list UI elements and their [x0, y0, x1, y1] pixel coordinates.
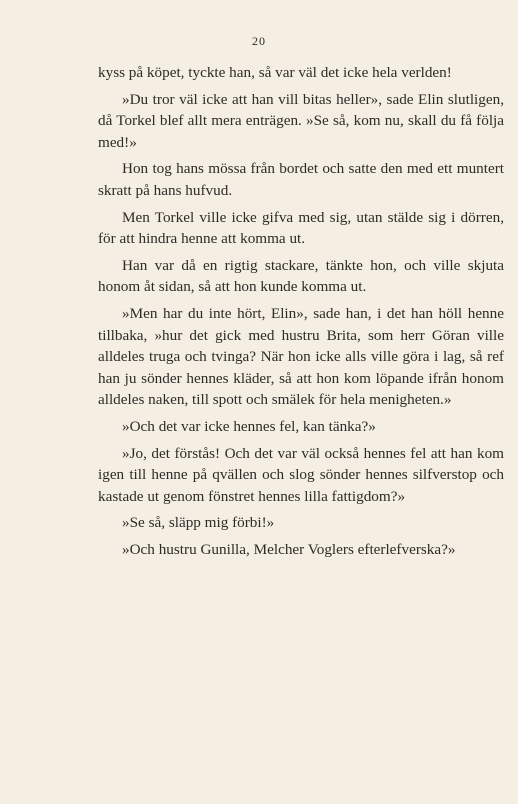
paragraph: »Jo, det förstås! Och det var väl också hennes fel att han kom igen till henne på qvällen och slog sönder hennes silfverstop och kastade ut genom fönstret hennes lilla fattigdom?»: [98, 444, 504, 505]
page-number: 20: [252, 34, 266, 48]
paragraph: Men Torkel ville icke gifva med sig, utan stälde sig i dörren, för att hindra henne att komma ut.: [98, 208, 504, 248]
paragraph: »Du tror väl icke att han vill bitas heller», sade Elin slutligen, då Torkel blef allt mera enträgen. »Se så, kom nu, skall du få följa med!»: [98, 90, 504, 151]
paragraph: »Och hustru Gunilla, Melcher Voglers efterlefverska?»: [122, 540, 456, 558]
body-text: [98, 62, 504, 565]
paragraph: Han var då en rigtig stackare, tänkte hon, och ville skjuta honom åt sidan, så att hon kunde komma ut.: [98, 256, 504, 296]
paragraph: kyss på köpet, tyckte han, så var väl det icke hela verlden!: [98, 64, 452, 81]
paragraph: »Men har du inte hört, Elin», sade han, i det han höll henne tillbaka, »hur det gick med hustru Brita, som herr Göran ville alldeles truga och tvinga? När hon icke alls ville göra i lag, så ref han ju sönder hennes kläder, så att hon kom löpande ifrån honom alldeles naken, till spott och smälek för hela menigheten.»: [98, 304, 504, 409]
paragraph: »Och det var icke hennes fel, kan tänka?»: [122, 417, 376, 435]
paragraph: Hon tog hans mössa från bordet och satte den med ett muntert skratt på hans hufvud.: [98, 160, 504, 199]
paragraph: »Se så, släpp mig förbi!»: [122, 514, 275, 532]
